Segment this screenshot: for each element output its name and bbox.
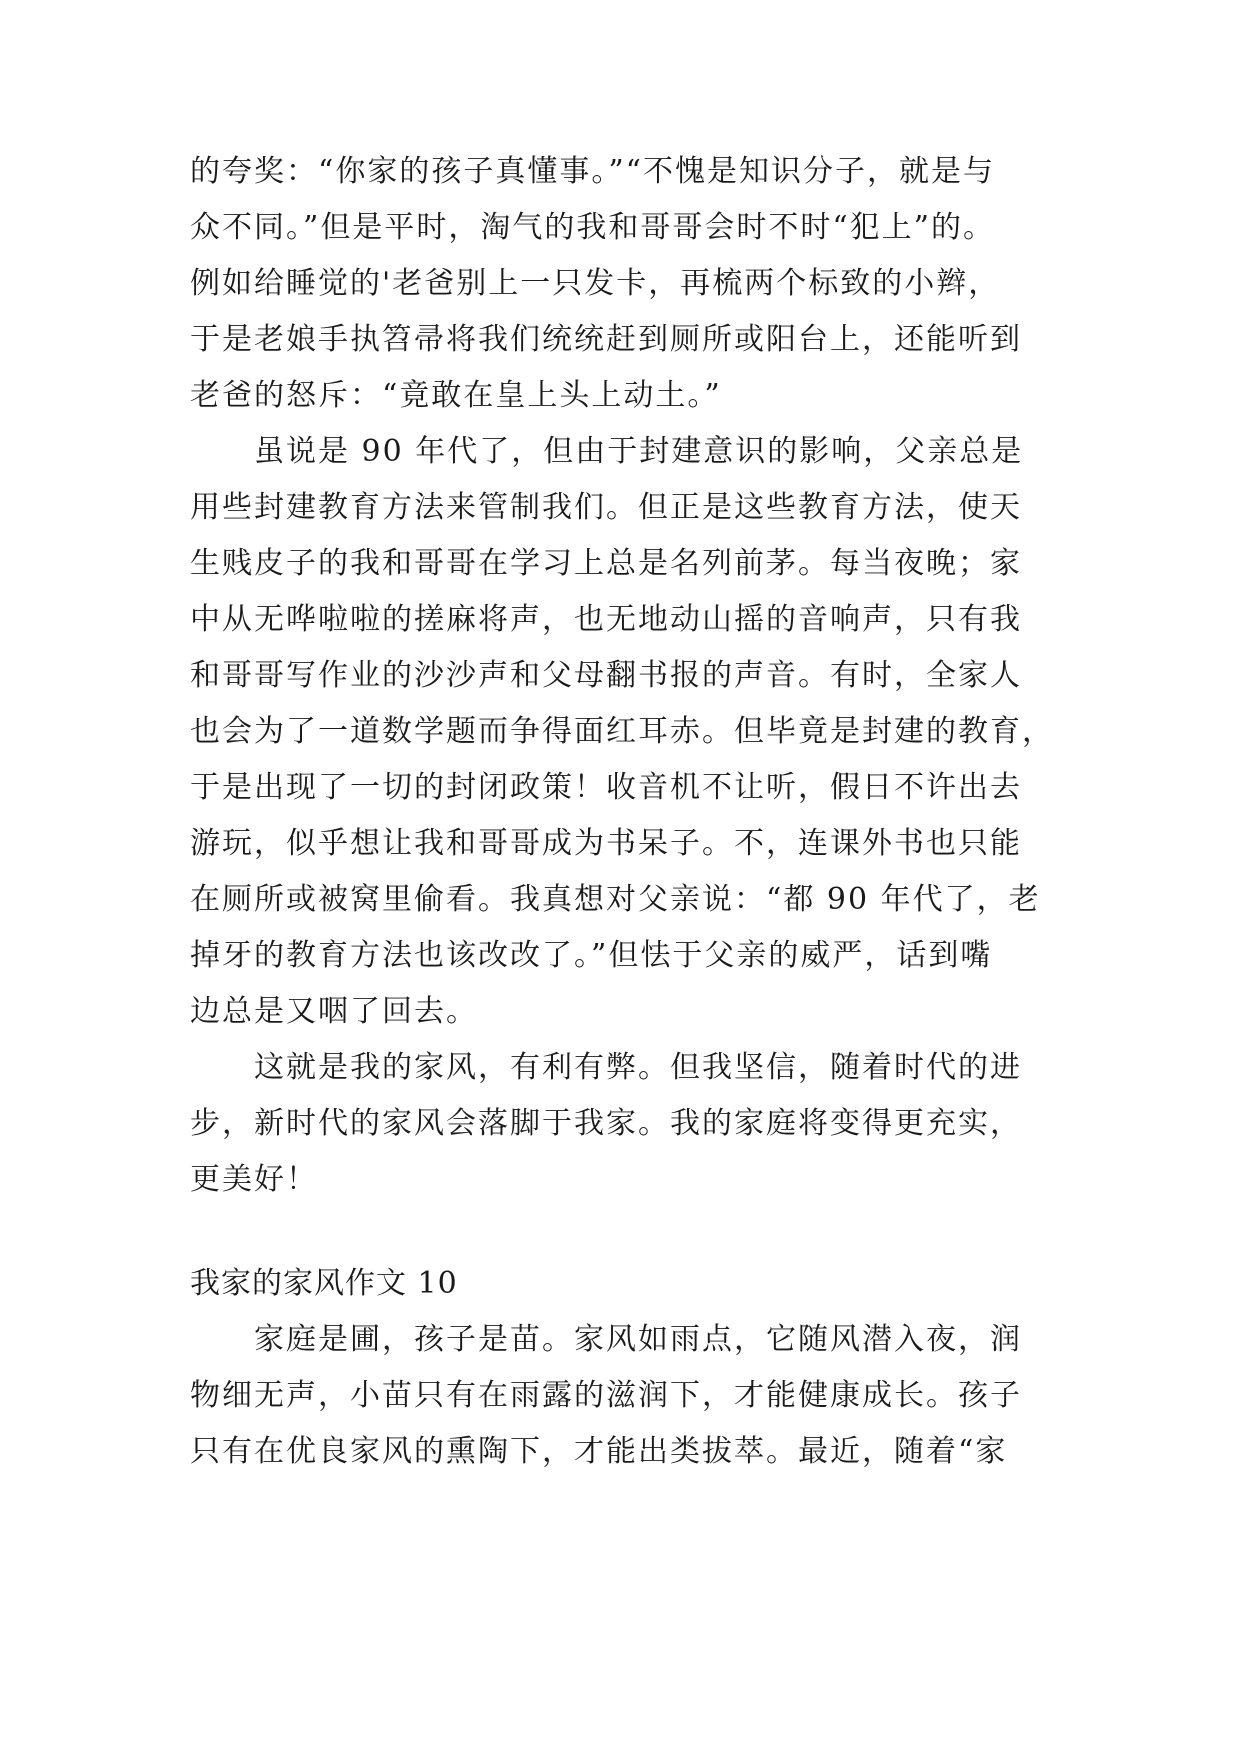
paragraph-2-line-5: 和哥哥写作业的沙沙声和父母翻书报的声音。有时，全家人 — [190, 658, 1022, 693]
paragraph-4-line-2: 物细无声，小苗只有在雨露的滋润下，才能健康成长。孩子 — [190, 1378, 1022, 1413]
paragraph-1-line-3: 例如给睡觉的'老爸别上一只发卡，再梳两个标致的小辫， — [190, 266, 1001, 301]
paragraph-2-line-7: 于是出现了一切的封闭政策！收音机不让听，假日不许出去 — [190, 770, 1022, 805]
paragraph-3-line-1: 这就是我的家风，有利有弊。但我坚信，随着时代的进 — [254, 1050, 1022, 1085]
paragraph-2-line-3: 生贱皮子的我和哥哥在学习上总是名列前茅。每当夜晚；家 — [190, 546, 1022, 581]
paragraph-2-line-4: 中从无哗啦啦的搓麻将声，也无地动山摇的音响声，只有我 — [190, 602, 1022, 637]
paragraph-3-line-2: 步，新时代的家风会落脚于我家。我的家庭将变得更充实， — [190, 1106, 1022, 1141]
paragraph-4-line-1: 家庭是圃，孩子是苗。家风如雨点，它随风潜入夜，润 — [254, 1322, 1022, 1357]
paragraph-1-line-4: 于是老娘手执笤帚将我们统统赶到厕所或阳台上，还能听到 — [190, 322, 1022, 357]
paragraph-2-line-2: 用些封建教育方法来管制我们。但正是这些教育方法，使天 — [190, 490, 1022, 525]
paragraph-4-line-3: 只有在优良家风的熏陶下，才能出类拔萃。最近，随着“家 — [190, 1434, 1008, 1469]
paragraph-2-line-6: 也会为了一道数学题而争得面红耳赤。但毕竟是封建的教育， — [190, 714, 1054, 749]
paragraph-1-line-2: 众不同。”但是平时，淘气的我和哥哥会时不时“犯上”的。 — [190, 210, 996, 245]
paragraph-3-line-3: 更美好！ — [190, 1162, 318, 1197]
paragraph-2-line-9: 在厕所或被窝里偷看。我真想对父亲说：“都 90 年代了，老 — [190, 882, 1041, 917]
paragraph-2-line-11: 边总是又咽了回去。 — [190, 994, 478, 1029]
paragraph-2-line-8: 游玩，似乎想让我和哥哥成为书呆子。不，连课外书也只能 — [190, 826, 1022, 861]
paragraph-1-line-5: 老爸的怒斥：“竟敢在皇上头上动土。” — [190, 378, 722, 413]
paragraph-2-line-1: 虽说是 90 年代了，但由于封建意识的影响，父亲总是 — [254, 434, 1024, 469]
section-heading: 我家的家风作文 10 — [190, 1266, 458, 1301]
paragraph-1-line-1: 的夸奖：“你家的孩子真懂事。”“不愧是知识分子，就是与 — [190, 154, 996, 189]
paragraph-2-line-10: 掉牙的教育方法也该改改了。”但怯于父亲的威严，话到嘴 — [190, 938, 993, 973]
